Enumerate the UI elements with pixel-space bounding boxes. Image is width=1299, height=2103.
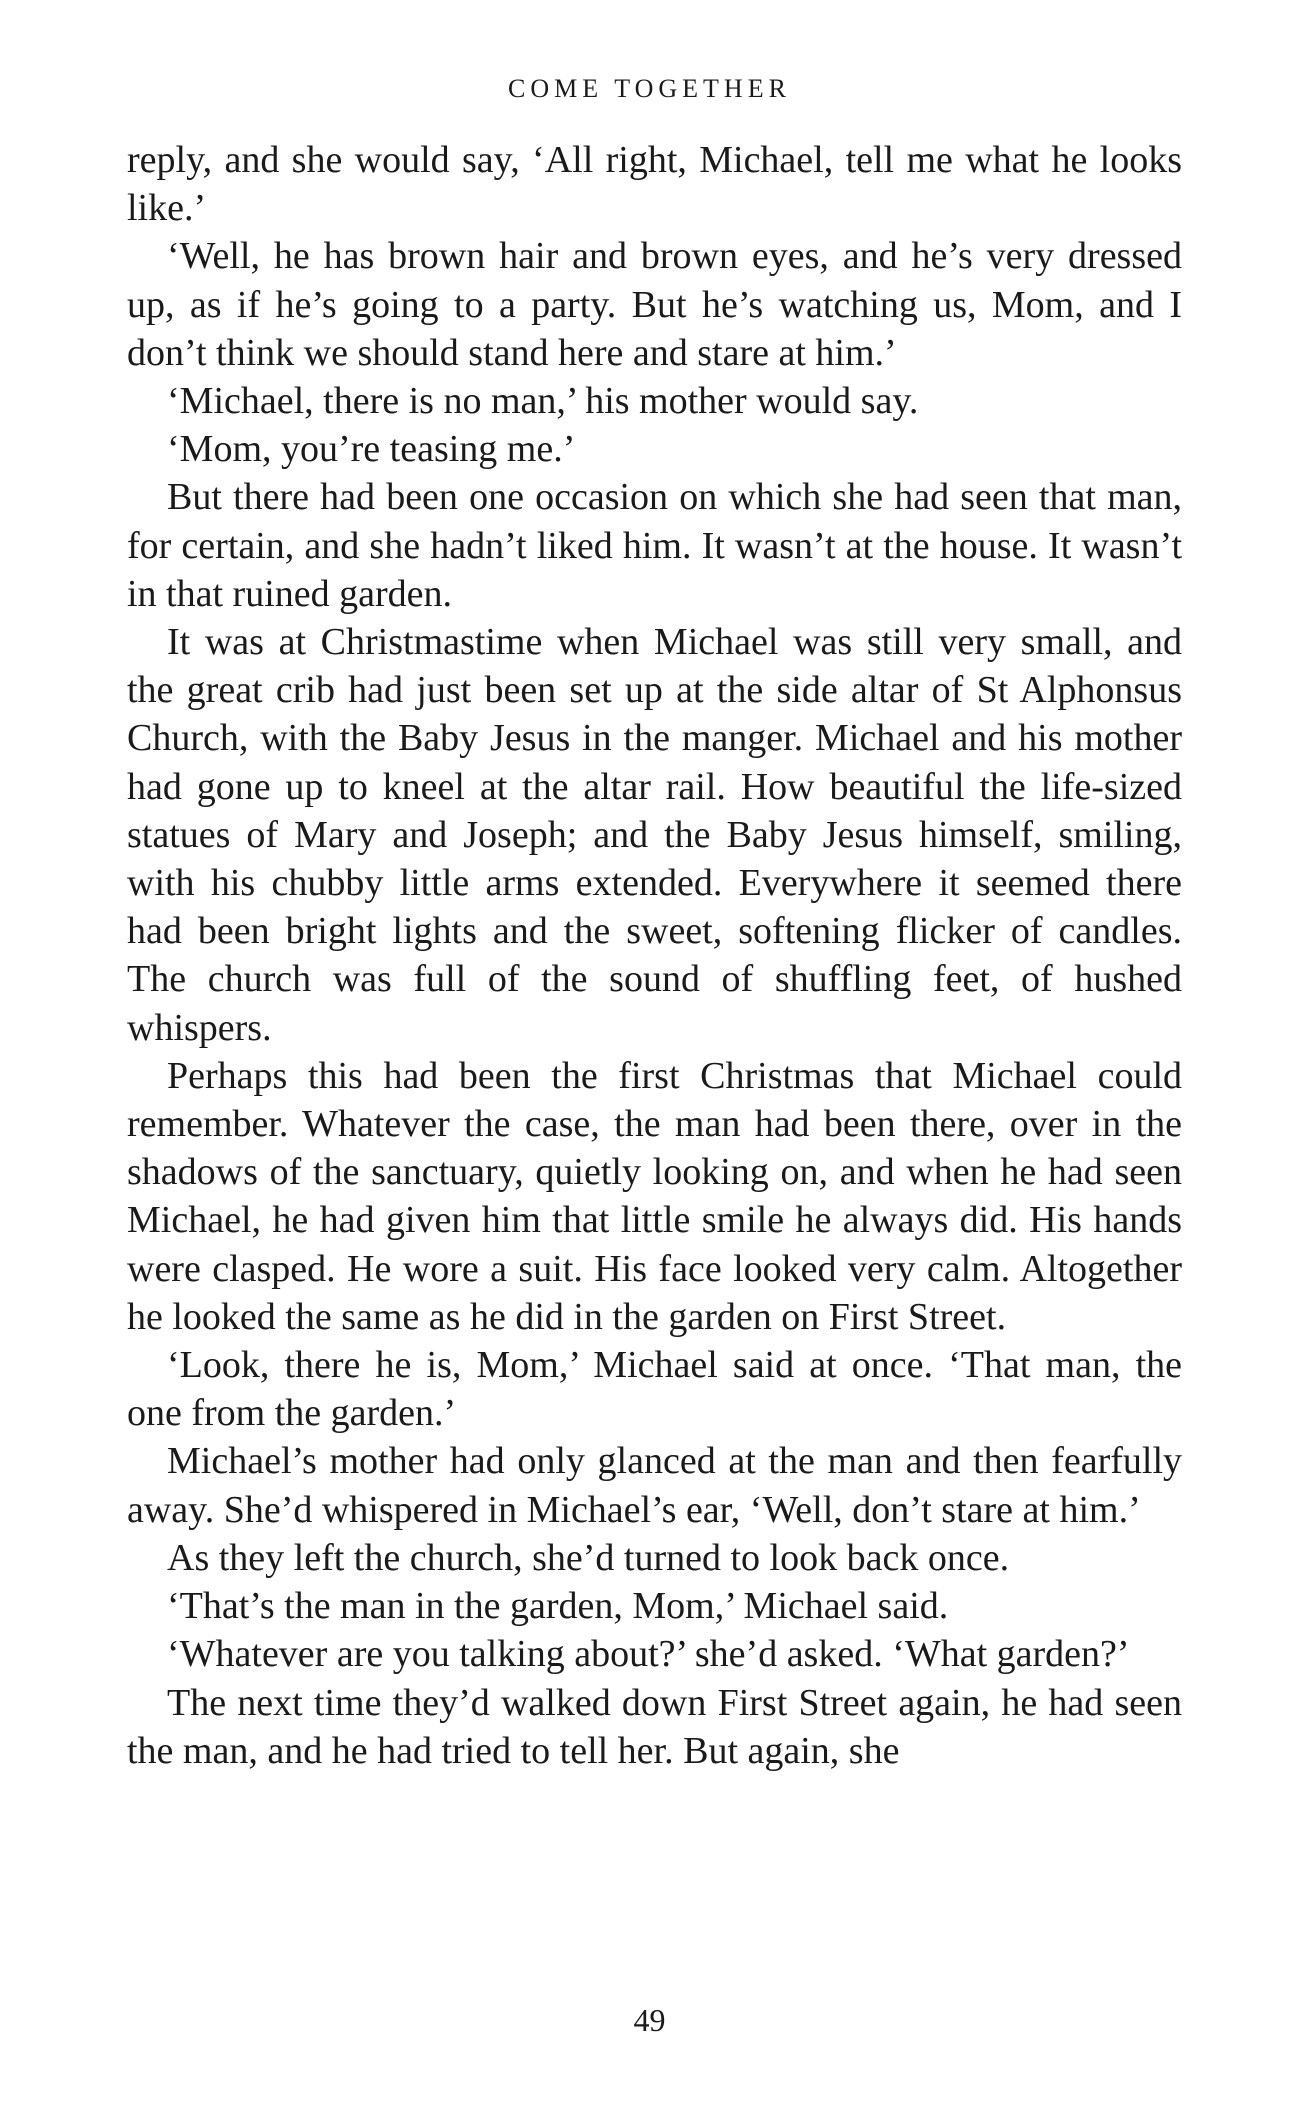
paragraph: ‘Mom, you’re teasing me.’	[167, 428, 576, 471]
paragraph: It was at Christmastime when Michael was still very small, and the great crib had just been set up at the side altar of St Alphonsus Church, with the Baby Jesus in the manger. Michael and his mother had gone up to kneel at the altar rail. How beautiful the life-sized statues of Mary and Joseph; and the Baby Jesus himself, smiling, with his chubby little arms extended. Everywhere it seemed there had been bright lights and the sweet, softening flicker of candles. The church was full of the sound of shuffling feet, of hushed whispers.	[127, 621, 1182, 1049]
paragraph: Michael’s mother had only glanced at the man and then fearfully away. She’d whispered in Michael’s ear, ‘Well, don’t stare at him.’	[127, 1440, 1182, 1531]
paragraph: ‘Look, there he is, Mom,’ Michael said at once. ‘That man, the one from the garden.’	[127, 1344, 1182, 1435]
paragraph: reply, and she would say, ‘All right, Michael, tell me what he looks like.’	[127, 139, 1182, 230]
body-text	[127, 136, 1182, 1775]
page-number: 49	[633, 2002, 666, 2038]
paragraph: Perhaps this had been the first Christmas that Michael could remember. Whatever the case, the man had been there, over in the shadows of the sanctuary, quietly looking on, and when he had seen Michael, he had given him that little smile he always did. His hands were clasped. He wore a suit. His face looked very calm. Altogether he looked the same as he did in the garden on First Street.	[127, 1054, 1182, 1338]
paragraph: The next time they’d walked down First Street again, he had seen the man, and he had tried to tell her. But again, she	[127, 1681, 1182, 1772]
paragraph: ‘Whatever are you talking about?’ she’d asked. ‘What garden?’	[167, 1633, 1130, 1676]
paragraph: As they left the church, she’d turned to look back once.	[167, 1536, 1010, 1579]
running-head: COME TOGETHER	[508, 74, 791, 103]
paragraph: ‘Michael, there is no man,’ his mother would say.	[167, 380, 919, 423]
paragraph: ‘That’s the man in the garden, Mom,’ Michael said.	[167, 1585, 949, 1628]
paragraph: ‘Well, he has brown hair and brown eyes, and he’s very dressed up, as if he’s going to a party. But he’s watching us, Mom, and I don’t think we should stand here and stare at him.’	[127, 235, 1182, 374]
paragraph: But there had been one occasion on which she had seen that man, for certain, and she hadn’t liked him. It wasn’t at the house. It wasn’t in that ruined garden.	[127, 476, 1182, 615]
